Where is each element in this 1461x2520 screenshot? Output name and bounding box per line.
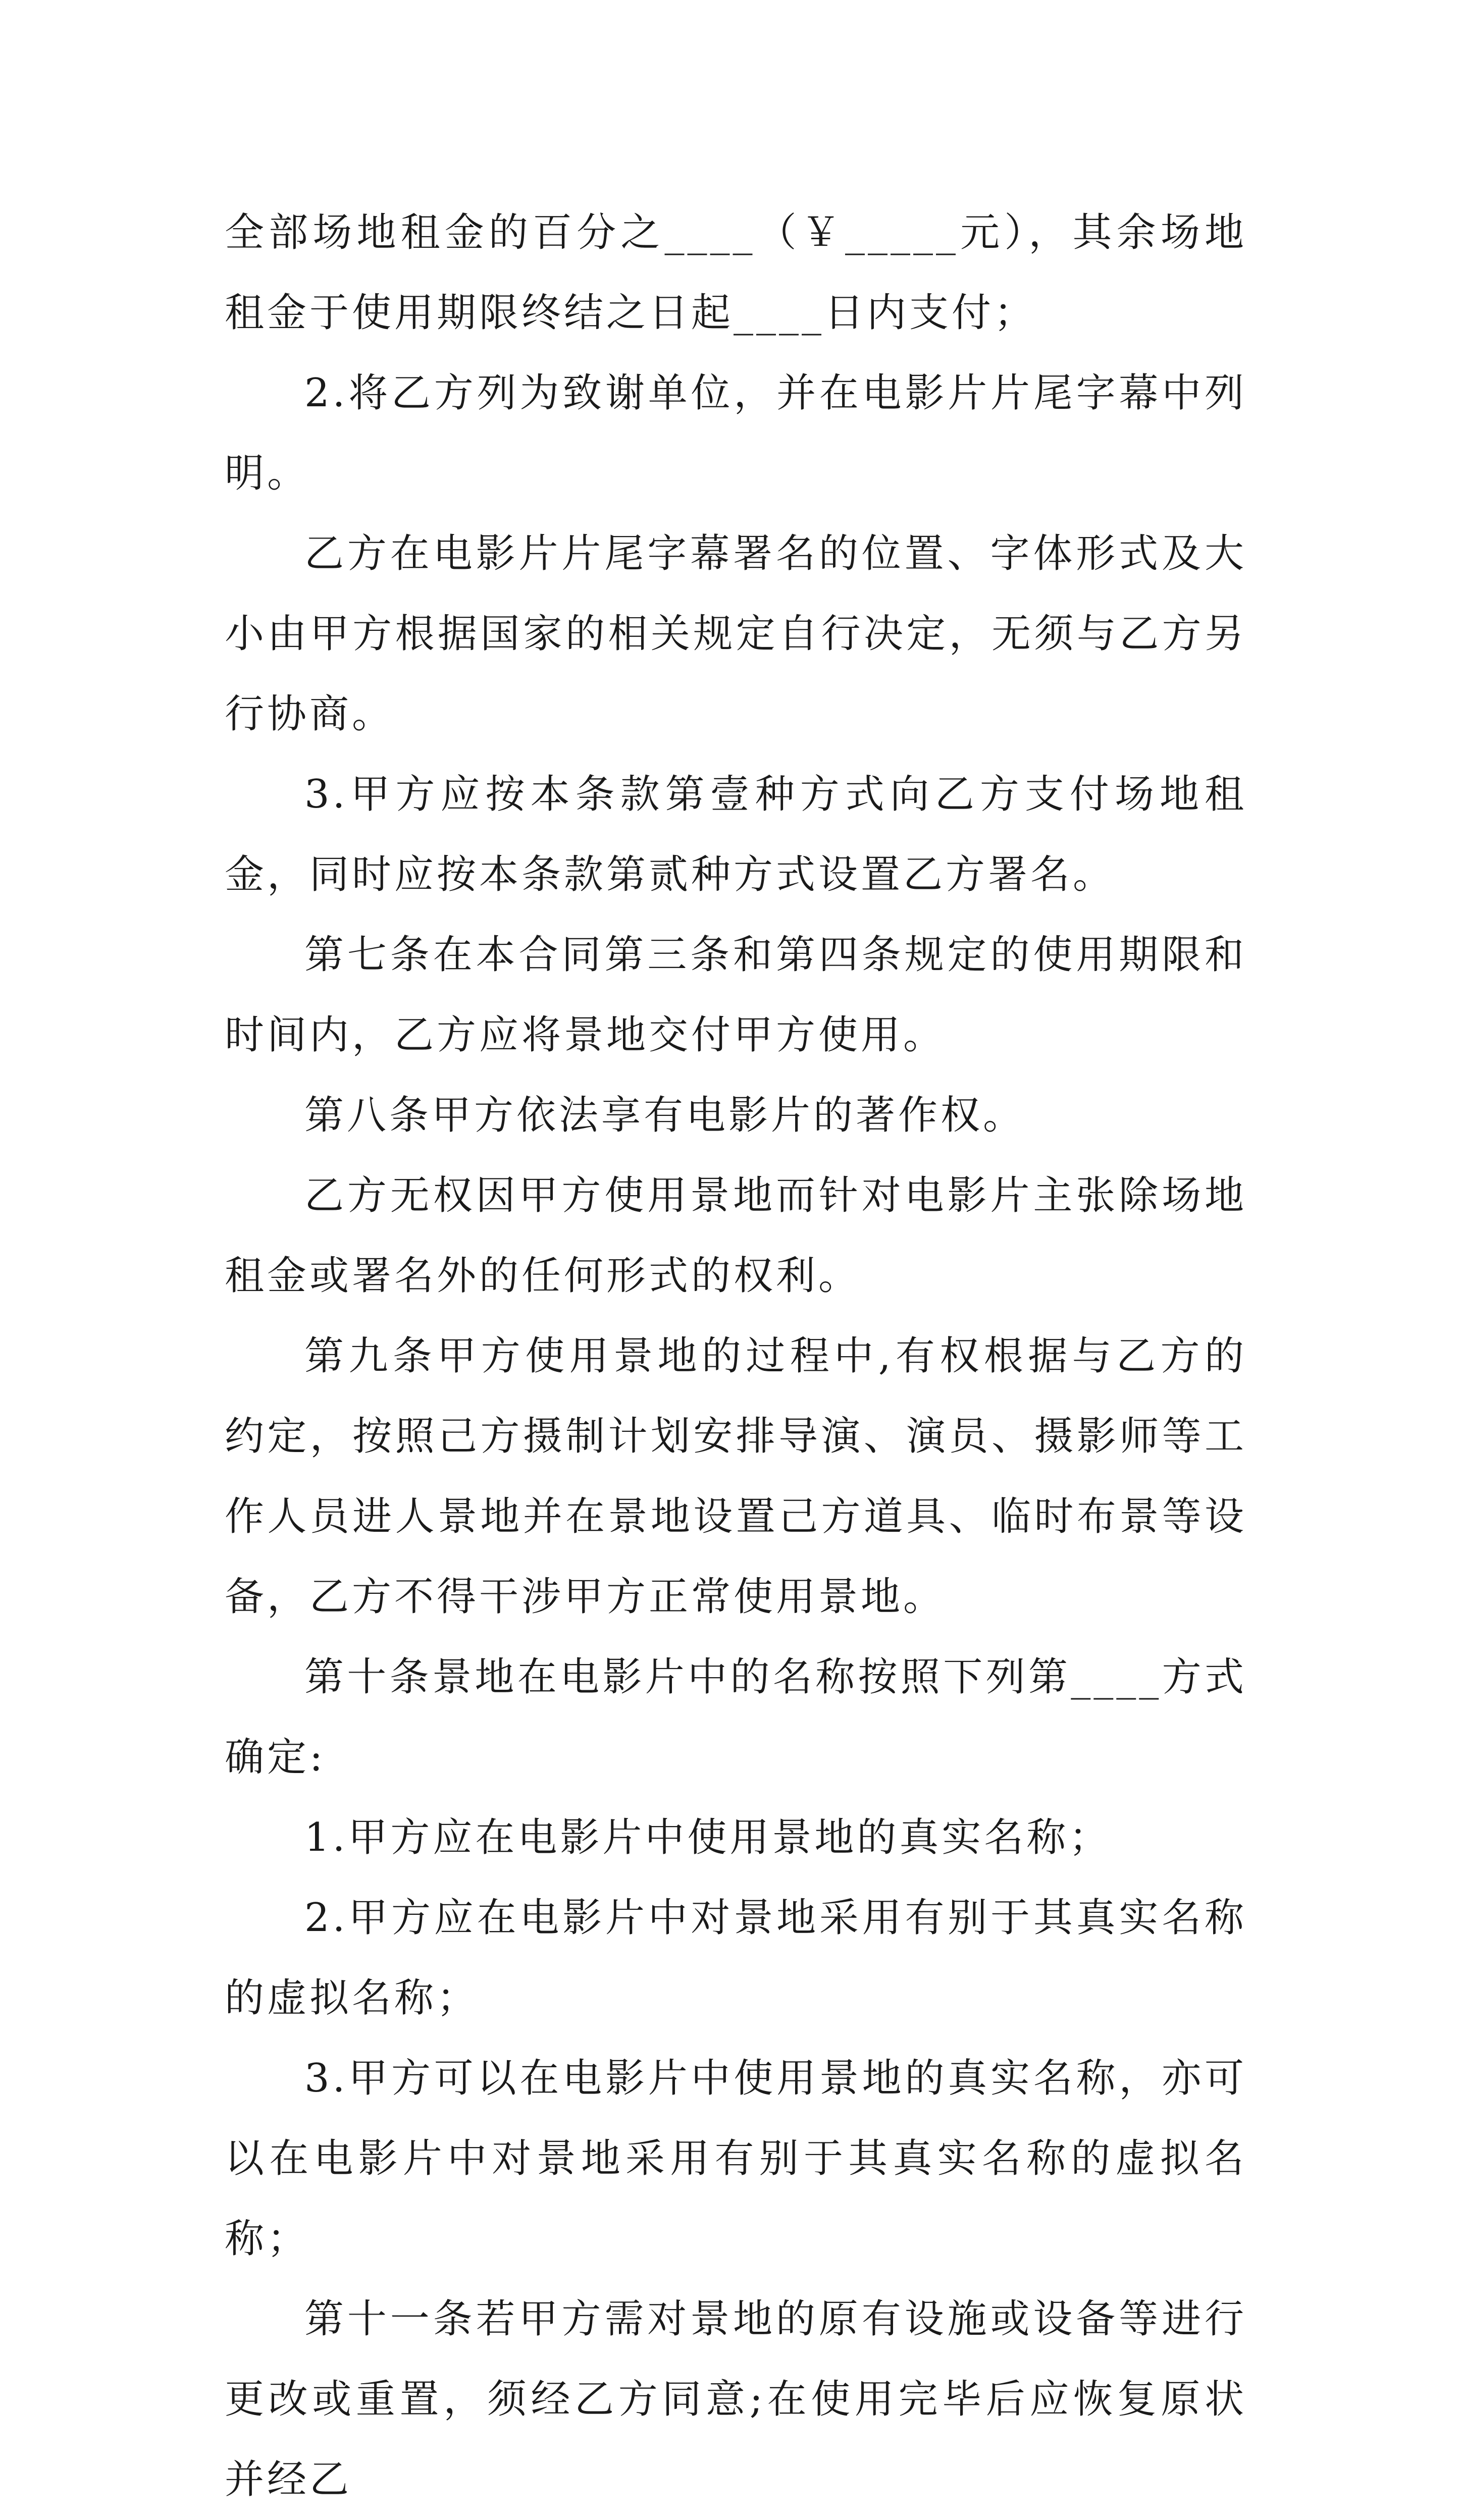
paragraph: 3.甲方可以在电影片中使用景地的真实名称，亦可以在电影片中对景地采用有别于其真实名称的虚拟名称；	[225, 2056, 1247, 2262]
paragraph: 第九条甲方使用景地的过程中,有权根据与乙方的约定，按照己方摄制计划安排导演、演员、摄影师等工作人员进人景地并在景地设置己方道具、临时布景等设备，乙方不得干涉甲方正常使用景地。	[225, 1333, 1247, 1620]
paragraph: 1.甲方应在电影片中使用景地的真实名称；	[304, 1815, 1112, 1860]
paragraph: 2.甲方应在电影片中对景地采用有别于其真实名称的虚拟名称；	[225, 1895, 1247, 2021]
paragraph: 第十一条若甲方需对景地的原有设施或设备等进行更改或重置，须经乙方同意;在使用完毕后应恢复原状并经乙	[225, 2296, 1247, 2502]
paragraph: 第七条在本合同第三条和第四条规定的使用期限和时间内，乙方应将景地交付甲方使用。	[225, 932, 1247, 1058]
paragraph: 3.甲方应按本条款第壹种方式向乙方支付场地租金，同时应按本条款第贰种方式设置乙方署名。	[225, 772, 1247, 897]
document-body	[225, 193, 1247, 2520]
paragraph: 2.将乙方列为致谢单位，并在电影片片尾字幕中列明。	[225, 370, 1247, 496]
paragraph: 全部场地租金的百分之____（￥_____元），其余场地租金于使用期限终结之日起____日内支付；	[225, 210, 1247, 336]
paragraph: 乙方无权因甲方使用景地而针对电影片主张除场地租金或署名外的任何形式的权利。	[225, 1173, 1247, 1299]
paragraph: 乙方在电影片片尾字幕署名的位置、字体形式及大小由甲方根据国家的相关规定自行决定，无须与乙方另行协商。	[225, 531, 1247, 737]
paragraph: 第十条景地在电影片中的名称按照下列第____方式确定:	[225, 1654, 1247, 1780]
paragraph: 第八条甲方依法享有电影片的著作权。	[304, 1093, 1026, 1138]
